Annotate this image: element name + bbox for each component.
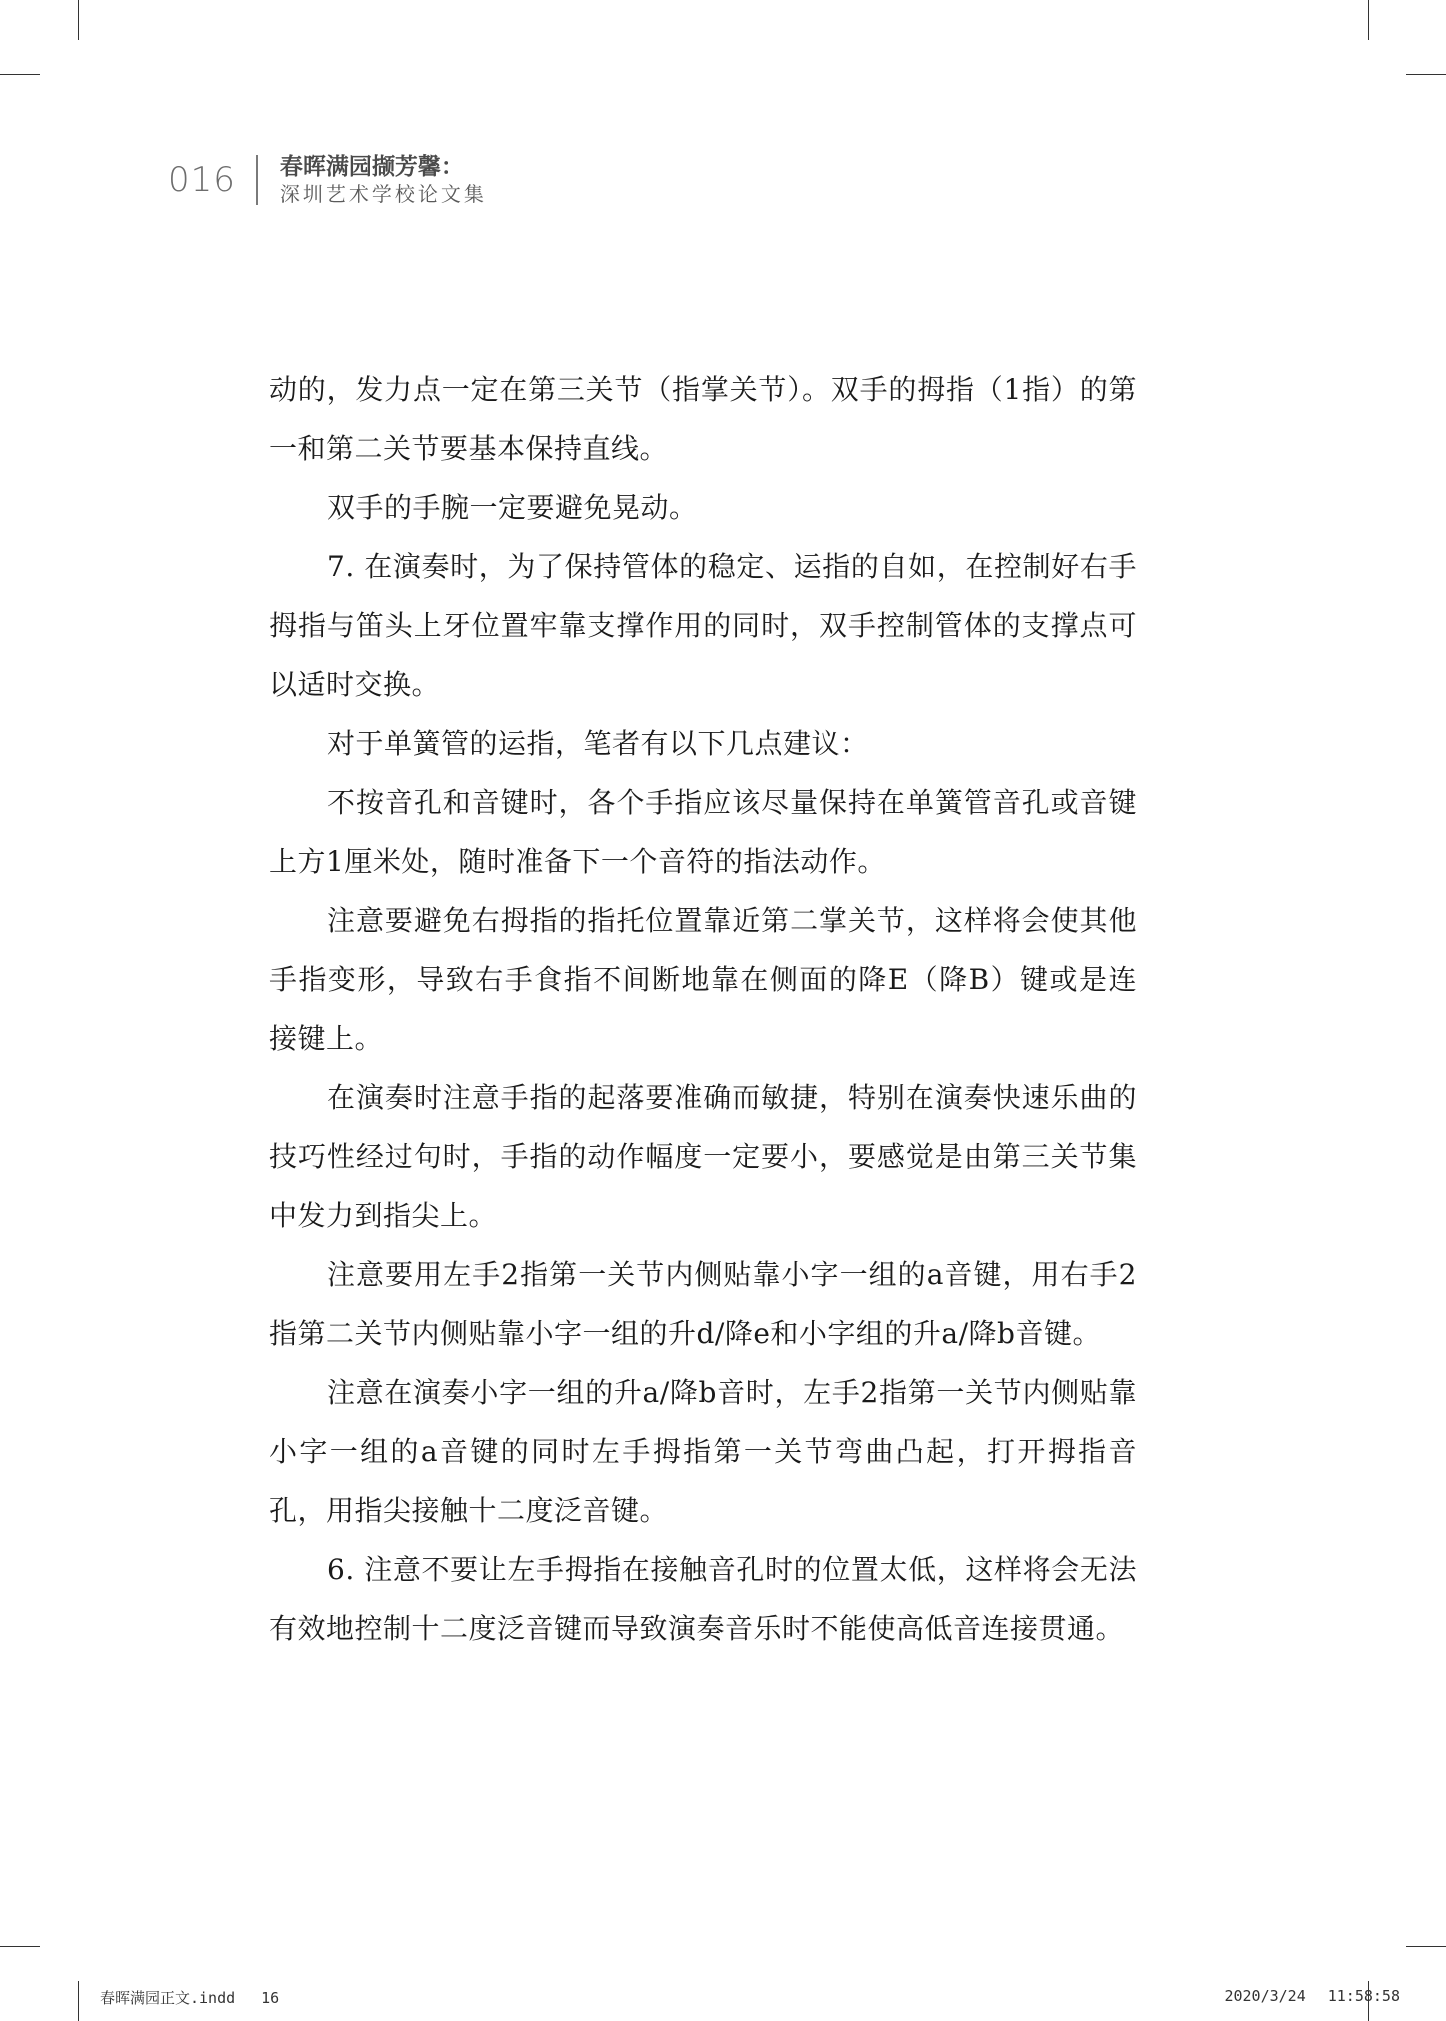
crop-mark	[0, 74, 40, 75]
page-number: 016	[168, 160, 236, 200]
crop-mark	[0, 1946, 40, 1947]
body-text	[269, 360, 1137, 1658]
print-footer-right	[1224, 1987, 1400, 2005]
footer-date: 2020/3/24	[1224, 1987, 1306, 2005]
paragraph: 6. 注意不要让左手拇指在接触音孔时的位置太低，这样将会无法有效地控制十二度泛音键而导致演奏音乐时不能使高低音连接贯通。	[269, 1553, 1137, 1645]
footer-page: 16	[261, 1989, 280, 2007]
paragraph: 注意在演奏小字一组的升a/降b音时，左手2指第一关节内侧贴靠小字一组的a音键的同时左手拇指第一关节弯曲凸起，打开拇指音孔，用指尖接触十二度泛音键。	[269, 1376, 1137, 1527]
footer-time: 11:58:58	[1327, 1987, 1400, 2005]
crop-mark	[78, 1981, 79, 2021]
paragraph: 注意要用左手2指第一关节内侧贴靠小字一组的a音键，用右手2指第二关节内侧贴靠小字一组的升d/降e和小字组的升a/降b音键。	[269, 1258, 1137, 1350]
paragraph: 注意要避免右拇指的指托位置靠近第二掌关节，这样将会使其他手指变形，导致右手食指不间断地靠在侧面的降E（降B）键或是连接键上。	[269, 904, 1137, 1055]
running-header	[168, 150, 487, 210]
header-titles	[280, 154, 487, 207]
paragraph: 对于单簧管的运指，笔者有以下几点建议：	[327, 727, 869, 760]
paragraph: 7. 在演奏时，为了保持管体的稳定、运指的自如，在控制好右手拇指与笛头上牙位置牢靠支撑作用的同时，双手控制管体的支撑点可以适时交换。	[269, 550, 1137, 701]
crop-mark	[78, 0, 79, 40]
book-subtitle: 深圳艺术学校论文集	[279, 181, 487, 206]
crop-mark	[1406, 1946, 1446, 1947]
footer-filename: 春晖满园正文.indd	[100, 1989, 236, 2007]
paragraph: 动的，发力点一定在第三关节（指掌关节）。双手的拇指（1指）的第一和第二关节要基本保持直线。	[269, 373, 1137, 465]
print-footer-left	[100, 1987, 279, 2008]
book-title: 春晖满园撷芳馨：	[279, 153, 464, 180]
header-divider	[256, 155, 258, 205]
paragraph: 不按音孔和音键时，各个手指应该尽量保持在单簧管音孔或音键上方1厘米处，随时准备下一个音符的指法动作。	[269, 786, 1137, 878]
crop-mark	[1368, 0, 1369, 40]
paragraph: 在演奏时注意手指的起落要准确而敏捷，特别在演奏快速乐曲的技巧性经过句时，手指的动作幅度一定要小，要感觉是由第三关节集中发力到指尖上。	[269, 1081, 1137, 1232]
paragraph: 双手的手腕一定要避免晃动。	[327, 491, 698, 524]
crop-mark	[1406, 74, 1446, 75]
